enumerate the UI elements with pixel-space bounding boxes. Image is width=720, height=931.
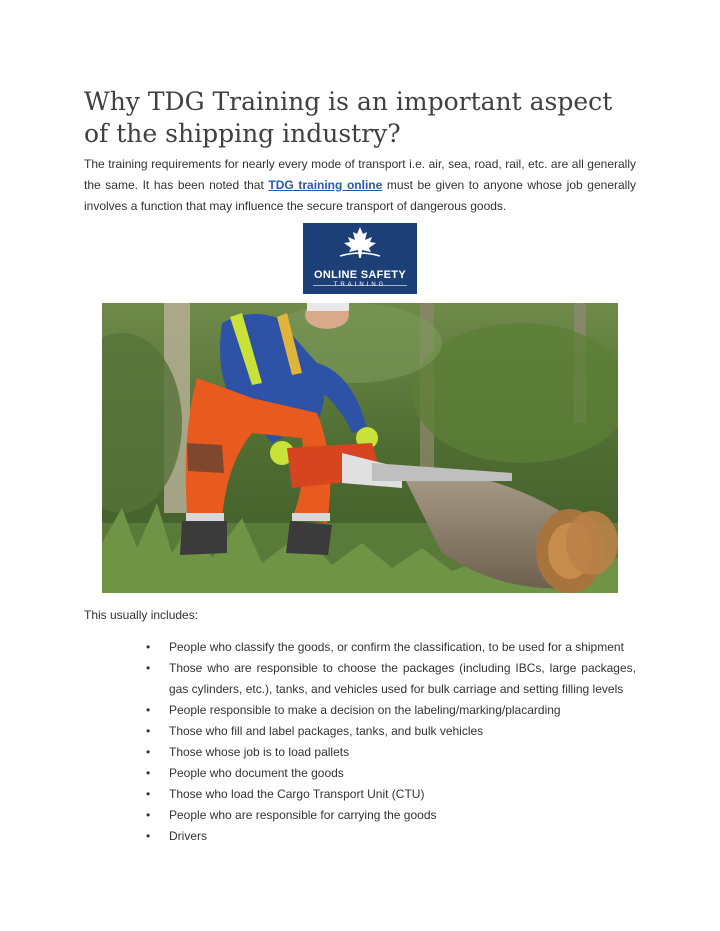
intro-text-end: must be given to anyone whose job generally involves a function that may influence the secure transport of dangerous goods.	[84, 178, 637, 213]
list-item: • People who are responsible for carrying the goods	[146, 805, 636, 826]
maple-leaf-icon	[303, 226, 417, 269]
tdg-training-link[interactable]: TDG training online	[268, 178, 383, 192]
intro-paragraph	[84, 154, 636, 217]
list-intro: This usually includes:	[84, 608, 199, 622]
list-item: • People responsible to make a decision on the labeling/marking/placarding	[146, 700, 636, 721]
intro-text-start: The training requirements for nearly every mode of transport i.e. air, sea, road, rail, etc. are all generally the same. It has been noted that	[84, 157, 636, 192]
logo-tagline: TRAINING	[333, 282, 387, 288]
list-item: • People who document the goods	[146, 763, 636, 784]
list-item: • Those who are responsible to choose the packages (including IBCs, large packages, gas cylinders, etc.), tanks, and vehicles used for bulk carriage and setting filling levels	[146, 658, 636, 700]
list-item: • Those who load the Cargo Transport Unit (CTU)	[146, 784, 636, 805]
online-safety-training-logo	[303, 223, 417, 294]
responsibility-list	[146, 637, 636, 847]
chainsaw-worker-photo	[102, 303, 618, 593]
list-item: • Those who fill and label packages, tanks, and bulk vehicles	[146, 721, 636, 742]
logo-brand-text: ONLINE SAFETY	[314, 269, 406, 281]
list-item: • Drivers	[146, 826, 636, 847]
list-item: • Those whose job is to load pallets	[146, 742, 636, 763]
list-item: • People who classify the goods, or confirm the classification, to be used for a shipment	[146, 637, 636, 658]
page-title: Why TDG Training is an important aspect of the shipping industry?	[84, 87, 613, 148]
